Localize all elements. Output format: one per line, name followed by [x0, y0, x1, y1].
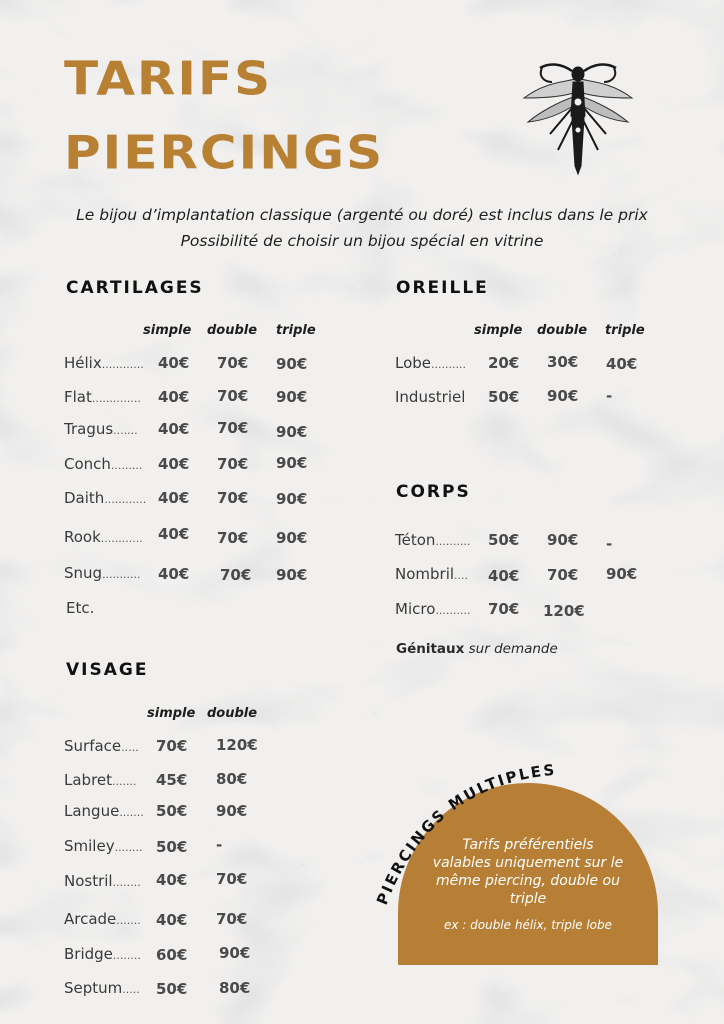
item-name: Flat	[64, 388, 92, 406]
item-dots: ............	[101, 358, 144, 371]
oreille-col-triple: triple	[605, 323, 645, 338]
item-dots: .......	[112, 775, 137, 788]
item-name: Téton	[395, 531, 436, 549]
item-dots: ..........	[435, 535, 471, 548]
list-item	[64, 837, 143, 855]
price-simple: 40€	[158, 525, 190, 543]
cartilages-col-triple: triple	[276, 323, 316, 338]
price-simple: 40€	[158, 489, 190, 507]
multiples-line3: même piercing, double ou	[436, 873, 620, 889]
cartilages-col-double: double	[207, 323, 258, 338]
price-triple: 90€	[276, 566, 308, 584]
price-double: 90€	[219, 944, 251, 962]
price-simple: 40€	[158, 420, 190, 438]
price-double: 70€	[217, 529, 249, 547]
item-dots: .......	[116, 914, 141, 927]
list-item	[64, 771, 137, 789]
price-double: 120€	[543, 602, 585, 620]
item-dots: ..........	[431, 358, 466, 371]
oreille-col-simple: simple	[474, 323, 523, 338]
price-simple: 40€	[488, 567, 520, 585]
price-double: 70€	[216, 910, 248, 928]
price-double: 90€	[547, 387, 579, 405]
item-name: Nombril	[395, 565, 455, 583]
price-simple: 40€	[158, 354, 190, 372]
page-title-line2: PIERCINGS	[64, 126, 385, 180]
item-name: Smiley	[64, 837, 115, 855]
price-double: 70€	[217, 387, 249, 405]
item-name: Tragus	[64, 420, 114, 438]
item-dots: ............	[104, 493, 147, 506]
item-name: Arcade	[64, 910, 117, 928]
multiples-description	[398, 836, 658, 908]
item-name: Bridge	[64, 945, 113, 963]
list-item	[64, 528, 143, 546]
price-simple: 50€	[156, 802, 188, 820]
price-simple: 40€	[156, 871, 188, 889]
price-double: 70€	[217, 354, 249, 372]
section-title-oreille: OREILLE	[396, 278, 489, 298]
price-triple: 90€	[276, 490, 308, 508]
item-name: Surface	[64, 737, 122, 755]
item-dots: ........	[114, 841, 143, 854]
price-simple: 40€	[156, 911, 188, 929]
list-item	[64, 564, 141, 582]
multiples-example: ex : double hélix, triple lobe	[443, 918, 613, 932]
list-item	[64, 420, 138, 438]
item-dots: .......	[119, 806, 144, 819]
list-item	[64, 489, 146, 507]
item-dots: ..............	[91, 392, 141, 405]
page-title-line1: TARIFS	[64, 52, 273, 106]
price-simple: 70€	[156, 737, 188, 755]
price-simple: 50€	[156, 980, 188, 998]
item-name: Conch	[64, 455, 111, 473]
price-double: 70€	[216, 870, 248, 888]
price-simple: 20€	[488, 354, 520, 372]
list-item	[64, 979, 140, 997]
item-name: Nostril	[64, 872, 113, 890]
price-triple: 90€	[276, 355, 308, 373]
price-simple: 50€	[488, 388, 520, 406]
price-triple: 90€	[276, 423, 308, 441]
item-name: Micro	[395, 600, 436, 618]
subtitle-jewel-included: Le bijou d’implantation classique (argenté ou doré) est inclus dans le prix	[76, 206, 648, 224]
item-name: Industriel	[395, 388, 466, 406]
genitals-note	[396, 641, 558, 657]
note-bold: Génitaux	[396, 641, 465, 657]
note-italic: sur demande	[464, 641, 558, 657]
item-dots: .....	[122, 983, 140, 996]
list-item	[64, 945, 141, 963]
price-simple: 50€	[488, 531, 520, 549]
list-item	[64, 910, 141, 928]
price-triple: 90€	[276, 388, 308, 406]
price-double: 70€	[217, 489, 249, 507]
section-title-cartilages: CARTILAGES	[66, 278, 204, 298]
price-double: 90€	[547, 531, 579, 549]
list-item	[64, 802, 144, 820]
list-item	[395, 388, 465, 406]
list-item	[64, 354, 144, 372]
multiples-line1: Tarifs préférentiels	[462, 837, 594, 853]
price-triple: 40€	[606, 355, 638, 373]
price-triple: 90€	[606, 565, 638, 583]
price-double: 70€	[217, 455, 249, 473]
list-item	[395, 565, 468, 583]
multiples-line2: valables uniquement sur le	[432, 855, 624, 871]
cartilages-col-simple: simple	[143, 323, 192, 338]
subtitle-special-jewel: Possibilité de choisir un bijou spécial en vitrine	[180, 232, 544, 250]
item-name: Lobe	[395, 354, 432, 372]
item-dots: ....	[454, 569, 469, 582]
price-simple: 40€	[158, 388, 190, 406]
section-title-visage: VISAGE	[66, 660, 149, 680]
item-dots: ..........	[435, 604, 471, 617]
list-item	[395, 354, 466, 372]
item-name: Septum	[64, 979, 123, 997]
item-dots: .........	[110, 459, 143, 472]
price-triple: -	[606, 535, 613, 553]
price-triple: -	[606, 387, 613, 405]
visage-col-double: double	[207, 706, 258, 721]
item-dots: .....	[121, 741, 139, 754]
price-simple: 40€	[158, 565, 190, 583]
section-title-corps: CORPS	[396, 482, 471, 502]
list-item	[395, 600, 470, 618]
list-item	[64, 455, 142, 473]
price-double: 70€	[217, 419, 249, 437]
item-dots: ........	[112, 876, 141, 889]
item-name: Hélix	[64, 354, 102, 372]
item-dots: ........	[112, 949, 141, 962]
price-double: 80€	[216, 770, 248, 788]
item-name: Rook	[64, 528, 101, 546]
list-item	[64, 737, 139, 755]
price-simple: 40€	[158, 455, 190, 473]
price-triple: 90€	[276, 454, 308, 472]
multiples-title: PIERCINGS MULTIPLES	[372, 760, 558, 908]
price-double: 70€	[220, 566, 252, 584]
list-item	[64, 388, 141, 406]
item-name: Daith	[64, 489, 105, 507]
price-double: -	[216, 836, 223, 854]
price-double: 90€	[216, 802, 248, 820]
price-simple: 50€	[156, 838, 188, 856]
list-item	[395, 531, 470, 549]
price-double: 120€	[216, 736, 258, 754]
price-simple: 45€	[156, 771, 188, 789]
price-double: 70€	[547, 566, 579, 584]
price-simple: 70€	[488, 600, 520, 618]
list-item	[64, 872, 141, 890]
price-triple: 90€	[276, 529, 308, 547]
visage-col-simple: simple	[147, 706, 196, 721]
price-simple: 60€	[156, 946, 188, 964]
item-dots: ............	[100, 532, 143, 545]
item-dots: .......	[113, 424, 138, 437]
item-dots: ...........	[102, 568, 141, 581]
item-name: Snug	[64, 564, 103, 582]
oreille-col-double: double	[537, 323, 588, 338]
praying-mantis-insect-icon	[518, 58, 638, 178]
multiples-line4: triple	[509, 891, 547, 907]
item-name: Labret	[64, 771, 113, 789]
price-double: 30€	[547, 353, 579, 371]
etc-label: Etc.	[66, 599, 95, 617]
price-double: 80€	[219, 979, 251, 997]
item-name: Langue	[64, 802, 120, 820]
